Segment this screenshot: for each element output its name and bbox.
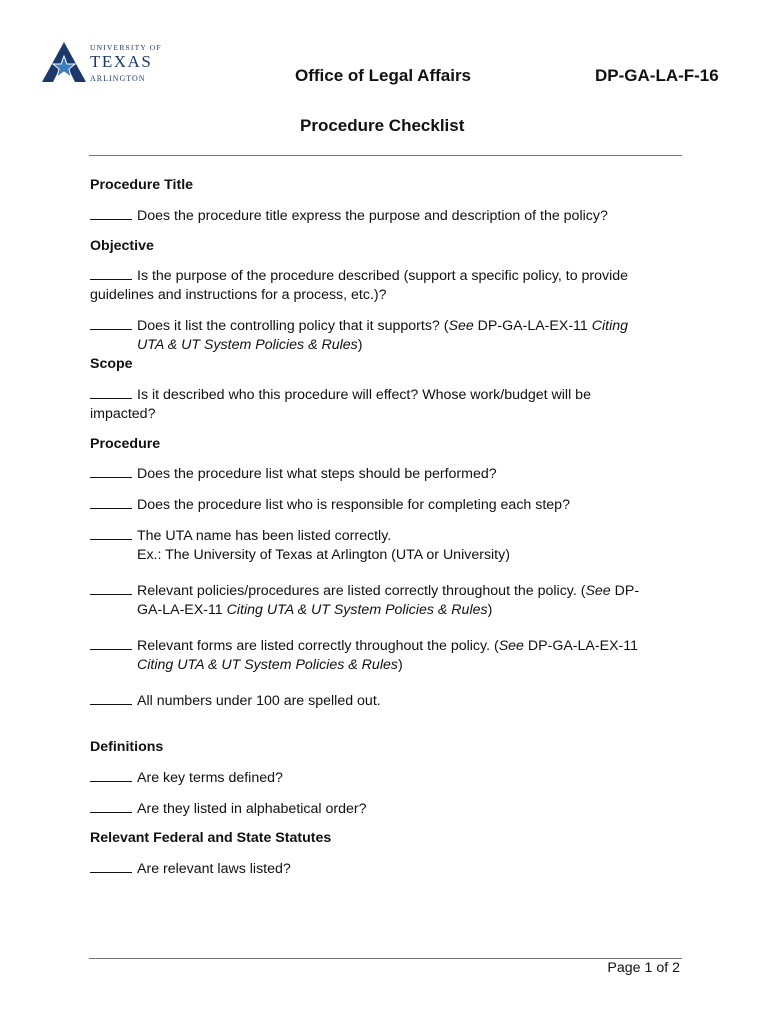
check-blank[interactable] <box>90 464 132 478</box>
checklist-item: Are they listed in alphabetical order? <box>90 799 670 819</box>
logo-arlington: ARLINGTON <box>90 74 146 83</box>
check-blank[interactable] <box>90 316 132 330</box>
checklist-item: All numbers under 100 are spelled out. <box>90 691 670 711</box>
checklist-item: Does the procedure list who is responsible for completing each step? <box>90 495 670 515</box>
check-blank[interactable] <box>90 495 132 509</box>
check-blank[interactable] <box>90 266 132 280</box>
checklist-item: Are key terms defined? <box>90 768 670 788</box>
checklist-item: Relevant forms are listed correctly throughout the policy. (See DP-GA-LA-EX-11 Citing UTA & UT System Policies & Rules) <box>90 636 670 675</box>
checklist-item: Is the purpose of the procedure described (support a specific policy, to provide guidelines and instructions for a process, etc.)? <box>90 268 629 303</box>
section-heading-definitions: Definitions <box>90 739 164 755</box>
checklist-item: Is it described who this procedure will effect? Whose work/budget will be impacted? <box>90 387 591 422</box>
checklist-item: Are relevant laws listed? <box>90 859 670 879</box>
section-heading-procedure-title: Procedure Title <box>90 177 194 193</box>
check-blank[interactable] <box>90 768 132 782</box>
check-blank[interactable] <box>90 636 132 650</box>
section-heading-objective: Objective <box>90 238 154 254</box>
check-blank[interactable] <box>90 526 132 540</box>
checklist-item: The UTA name has been listed correctly. Ex.: The University of Texas at Arlington (UTA or University) <box>90 526 670 565</box>
check-blank[interactable] <box>90 799 132 813</box>
check-blank[interactable] <box>90 691 132 705</box>
document-number: DP-GA-LA-F-16 <box>595 66 719 85</box>
check-blank[interactable] <box>90 859 132 873</box>
section-heading-statutes: Relevant Federal and State Statutes <box>90 830 332 846</box>
checklist-item: Does the procedure title express the purpose and description of the policy? <box>90 206 670 226</box>
check-blank[interactable] <box>90 385 132 399</box>
uta-logo <box>42 42 172 86</box>
checklist-item: Relevant policies/procedures are listed correctly throughout the policy. (See DP- GA-LA-EX-11 Citing UTA & UT System Policies & Rules) <box>90 581 670 620</box>
footer-divider <box>89 958 682 959</box>
logo-texas: TEXAS <box>90 52 153 71</box>
check-blank[interactable] <box>90 581 132 595</box>
logo-university-of: UNIVERSITY OF <box>90 43 162 52</box>
office-title: Office of Legal Affairs <box>295 66 472 85</box>
checklist-content <box>90 176 670 879</box>
check-blank[interactable] <box>90 206 132 220</box>
checklist-item: Does the procedure list what steps should be performed? <box>90 464 670 484</box>
uta-a-star-icon <box>42 42 86 84</box>
page-number: Page 1 of 2 <box>607 960 680 976</box>
section-heading-procedure: Procedure <box>90 436 161 452</box>
checklist-item: Does it list the controlling policy that it supports? (See DP-GA-LA-EX-11 Citing UTA & UT System Policies & Rules) <box>90 316 670 355</box>
page-title: Procedure Checklist <box>300 116 465 135</box>
section-heading-scope: Scope <box>90 356 133 372</box>
header-divider <box>89 155 682 156</box>
